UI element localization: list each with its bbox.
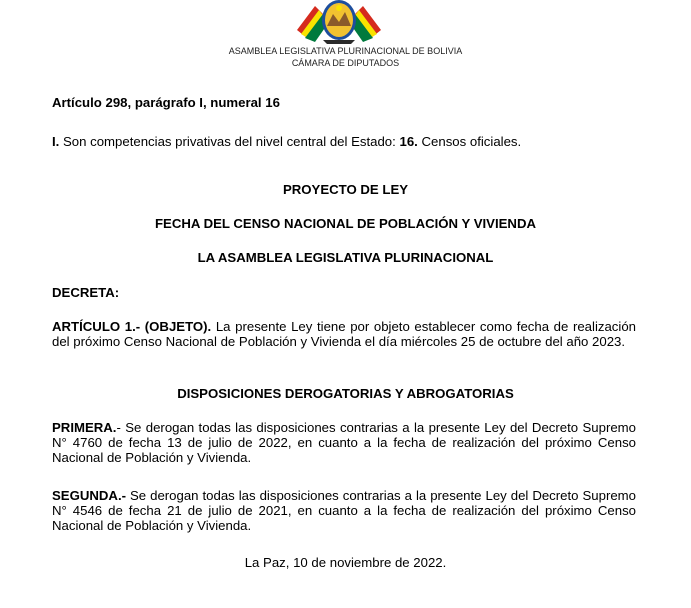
constitutional-reference-title: Artículo 298, parágrafo I, numeral 16 [52,95,280,110]
chamber-name: CÁMARA DE DIPUTADOS [291,58,400,68]
place-and-date: La Paz, 10 de noviembre de 2022. [244,555,447,570]
reference-item-number: 16. [399,134,418,149]
project-subject: FECHA DEL CENSO NACIONAL DE POBLACIÓN Y VIVIENDA [154,216,537,231]
dispositions-heading: DISPOSICIONES DEROGATORIAS Y ABROGATORIAS [177,386,514,401]
article-1-text: La presente Ley tiene por objeto establecer como fecha de realización del próximo Censo Nacional de Población y Vivienda el día miércoles 25 de octubre del año 2023. [52,319,636,349]
project-issuer: LA ASAMBLEA LEGISLATIVA PLURINACIONAL [197,250,494,265]
reference-text: Son competencias privativas del nivel central del Estado: [63,134,396,149]
disposition-first [52,420,636,465]
institution-name: ASAMBLEA LEGISLATIVA PLURINACIONAL DE BOLIVIA [228,46,463,56]
decree-label: DECRETA: [52,285,120,300]
constitutional-reference-text [52,134,636,149]
disposition-first-text: - Se derogan todas las disposiciones contrarias a la presente Ley del Decreto Supremo N° 4760 de fecha 13 de julio de 2022, en cuanto a la fecha de realización del próximo Censo Nacional de Población y Vivienda. [52,420,636,465]
disposition-second-text: Se derogan todas las disposiciones contrarias a la presente Ley del Decreto Supremo N° 4546 de fecha 21 de julio de 2021, en cuanto a la fecha de realización del próximo Censo Nacional de Población y Vivienda. [52,488,636,533]
project-heading: PROYECTO DE LEY [282,182,409,197]
disposition-second [52,488,636,533]
reference-item-text: Censos oficiales. [421,134,522,149]
disposition-first-label: PRIMERA. [52,420,117,435]
disposition-second-label: SEGUNDA.- [52,488,126,503]
reference-numeral: I. [52,134,60,149]
article-1 [52,319,636,349]
article-1-label: ARTÍCULO 1.- (OBJETO). [52,319,212,334]
bolivia-coat-of-arms-icon [293,0,385,44]
